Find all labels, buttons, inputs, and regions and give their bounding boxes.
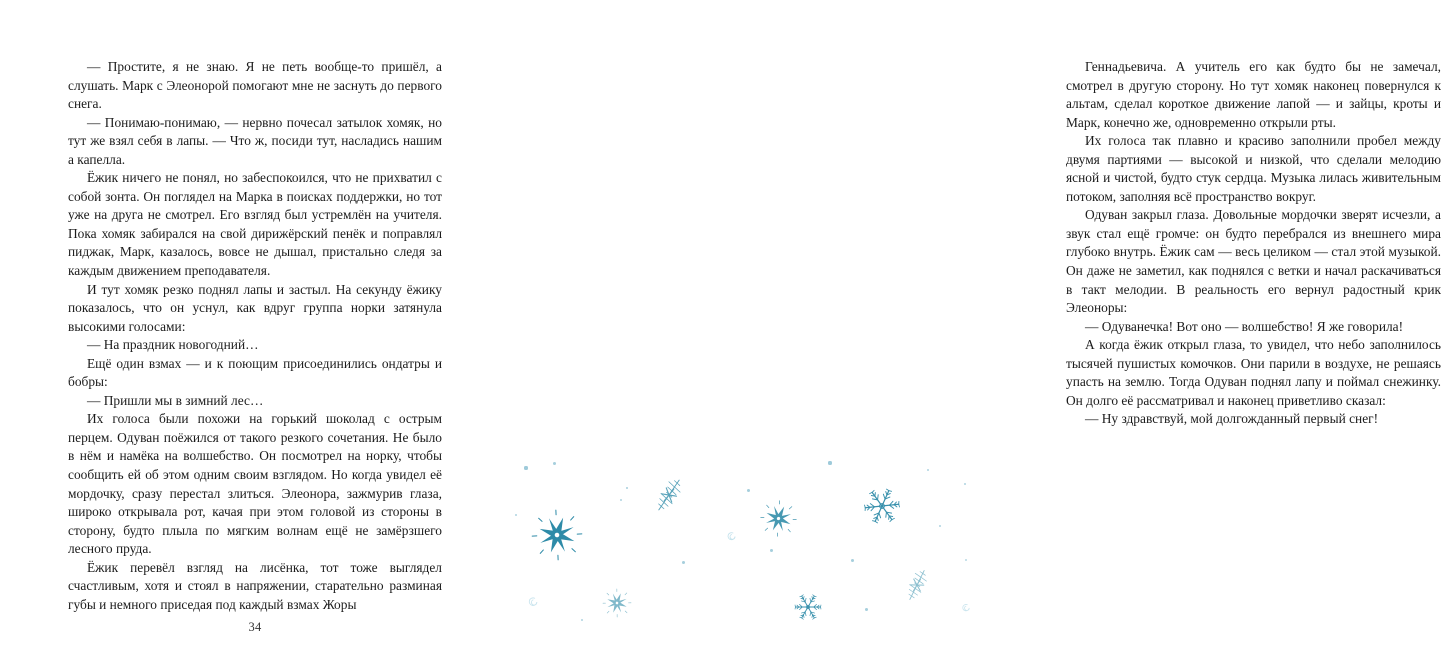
paragraph: — Ну здравствуй, мой долгожданный первый снег! bbox=[1085, 411, 1379, 427]
paragraph: Ёжик ничего не понял, но забеспокоился, что не прихватил с собой зонта. Он поглядел на Марка в поисках поддержки, но тот уже на друга не смотрел. Его взгляд был устремлён на учителя. Пока хомяк забирался на свой дирижёрский пенёк и поправлял пиджак, Марк, казалось, вовсе не дышал, пристально следя за каждым движением преподавателя. bbox=[68, 170, 442, 279]
paragraph: И тут хомяк резко поднял лапы и застыл. На секунду ёжику показалось, что он уснул, как вдруг группа норки затянула высокими голосами: bbox=[68, 281, 442, 334]
paragraph: — Пришли мы в зимний лес… bbox=[87, 392, 264, 408]
left-page-body-text bbox=[68, 58, 442, 614]
paragraph: — Простите, я не знаю. Я не петь вообще-то пришёл, а слушать. Марк с Элеонорой помогают мне не заснуть до первого снега. bbox=[68, 59, 442, 112]
paragraph: — Одуванечка! Вот оно — волшебство! Я же говорила! bbox=[1085, 318, 1404, 334]
left-page bbox=[0, 0, 500, 671]
paragraph: — На праздник новогодний… bbox=[87, 337, 259, 353]
paragraph: Их голоса были похожи на горький шоколад с острым перцем. Одуван поёжился от такого резкого сочетания. Не было в нём и намёка на волшебство. Он посмотрел на норку, чтобы сообщить ей об этом одним своим взглядом. Но когда увидел её мордочку, сразу перестал злиться. Элеонора, зажмурив глаза, широко открывала рот, качая при этом головой из стороны в сторону, будто плыла по мягким волнам ещё не замёрзшего лесного пруда. bbox=[68, 411, 442, 557]
paragraph: — Понимаю-понимаю, — нервно почесал затылок хомяк, но тут же взял себя в лапы. — Что ж, посиди тут, насладись нашим а капелла. bbox=[68, 114, 442, 167]
right-page bbox=[500, 0, 1441, 671]
page-number: 34 bbox=[248, 620, 262, 634]
paragraph: А когда ёжик открыл глаза, то увидел, что небо заполнилось тысячей пушистых комочков. Они парили в воздухе, не решаясь упасть на землю. Тогда Одуван поднял лапу и поймал снежинку. Он долго её рассматривал и наконец приветливо сказал: bbox=[1066, 337, 1441, 408]
paragraph: Их голоса так плавно и красиво заполнили пробел между двумя партиями — высокой и низкой, что сделали мелодию ясной и чистой, будто стук сердца. Музыка лилась живительным потоком, заполняя всё пространство вокруг. bbox=[1066, 133, 1441, 204]
right-page-body-text bbox=[1066, 58, 1441, 429]
paragraph: Геннадьевича. А учитель его как будто бы не замечал, смотрел в другую сторону. Но тут хомяк наконец повернулся к альтам, сделал короткое движение лапой — и зайцы, кроты и Марк, конечно же, одновременно открыли рты. bbox=[1066, 59, 1441, 130]
paragraph: Ещё один взмах — и к поющим присоединились ондатры и бобры: bbox=[68, 355, 442, 390]
paragraph: Одуван закрыл глаза. Довольные мордочки зверят исчезли, а звук стал ещё громче: он будто перебрался из внешнего мира глубоко внутрь. Ёжик сам — весь целиком — стал этой музыкой. Он даже не заметил, как поднялся с ветки и начал раскачиваться в такт мелодии. В реальность его вернул радостный крик Элеоноры: bbox=[1066, 207, 1441, 316]
paragraph: Ёжик перевёл взгляд на лисёнка, тот тоже выглядел счастливым, хотя и стоял в напряжении, старательно разминая губы и немного приседая под каждый взмах Жоры bbox=[68, 559, 442, 612]
